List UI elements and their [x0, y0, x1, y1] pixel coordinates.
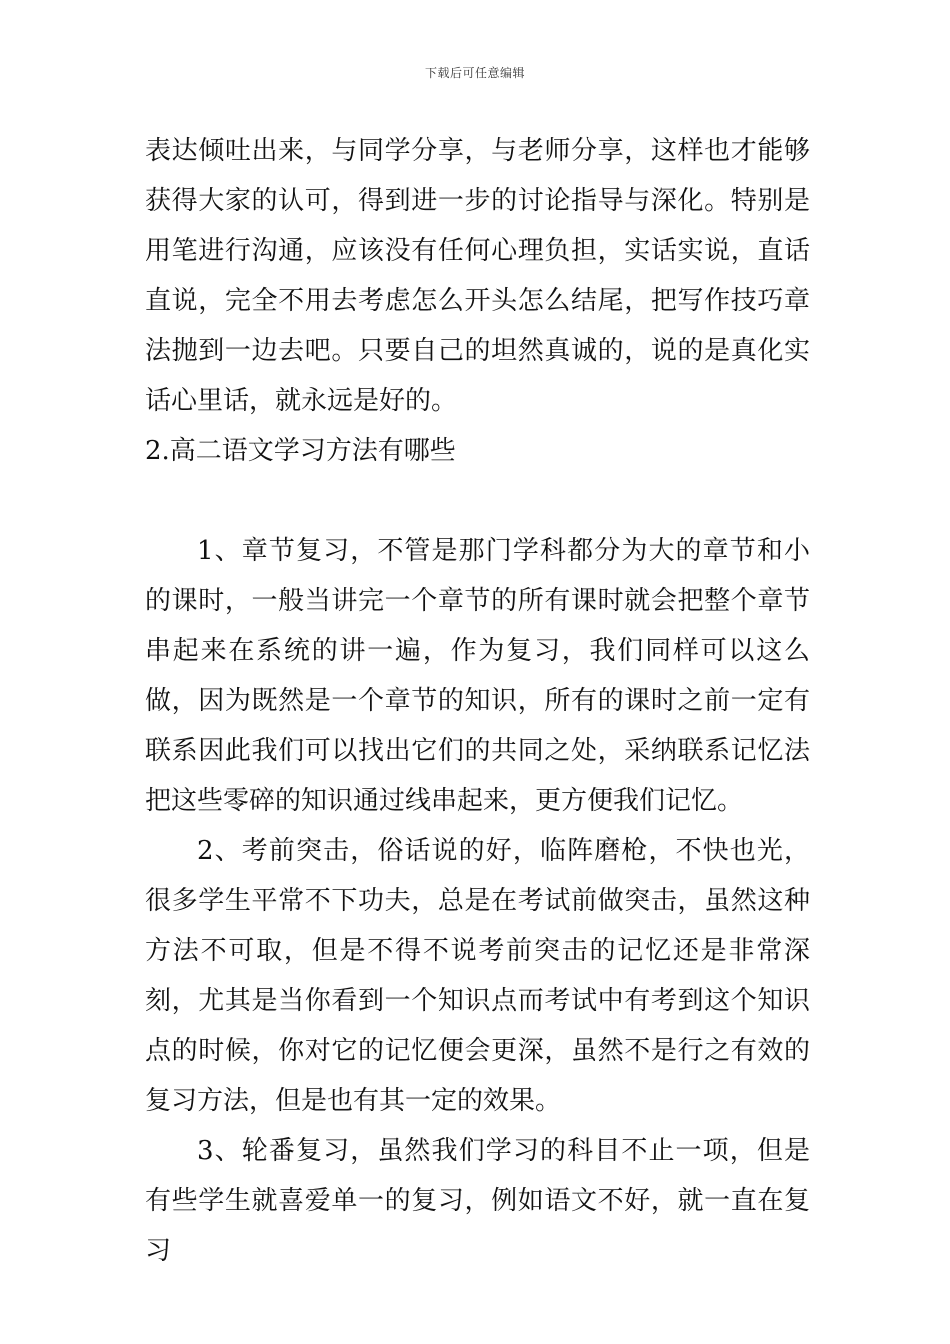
blank-line — [145, 476, 810, 526]
list-item: 3、轮番复习，虽然我们学习的科目不止一项，但是有些学生就喜爱单一的复习，例如语文不好，就一直在复习 — [145, 1136, 810, 1266]
paragraph-continuation: 表达倾吐出来，与同学分享，与老师分享，这样也才能够获得大家的认可，得到进一步的讨论指导与深化。特别是用笔进行沟通，应该没有任何心理负担，实话实说，直话直说，完全不用去考虑怎么开头怎么结尾，把写作技巧章法抛到一边去吧。只要自己的坦然真诚的，说的是真化实话心里话，就永远是好的。 — [145, 136, 810, 416]
document-body — [145, 126, 810, 1276]
list-item: 1、章节复习，不管是那门学科都分为大的章节和小的课时，一般当讲完一个章节的所有课时就会把整个章节串起来在系统的讲一遍，作为复习，我们同样可以这么做，因为既然是一个章节的知识，所有的课时之前一定有联系因此我们可以找出它们的共同之处，采纳联系记忆法把这些零碎的知识通过线串起来，更方便我们记忆。 — [145, 536, 810, 816]
section-heading: 2.高二语文学习方法有哪些 — [145, 436, 456, 466]
list-item: 2、考前突击，俗话说的好，临阵磨枪，不快也光，很多学生平常不下功夫，总是在考试前做突击，虽然这种方法不可取，但是不得不说考前突击的记忆还是非常深刻，尤其是当你看到一个知识点而考试中有考到这个知识点的时候，你对它的记忆便会更深，虽然不是行之有效的复习方法，但是也有其一定的效果。 — [145, 836, 810, 1116]
page-header: 下载后可任意编辑 — [424, 66, 525, 80]
